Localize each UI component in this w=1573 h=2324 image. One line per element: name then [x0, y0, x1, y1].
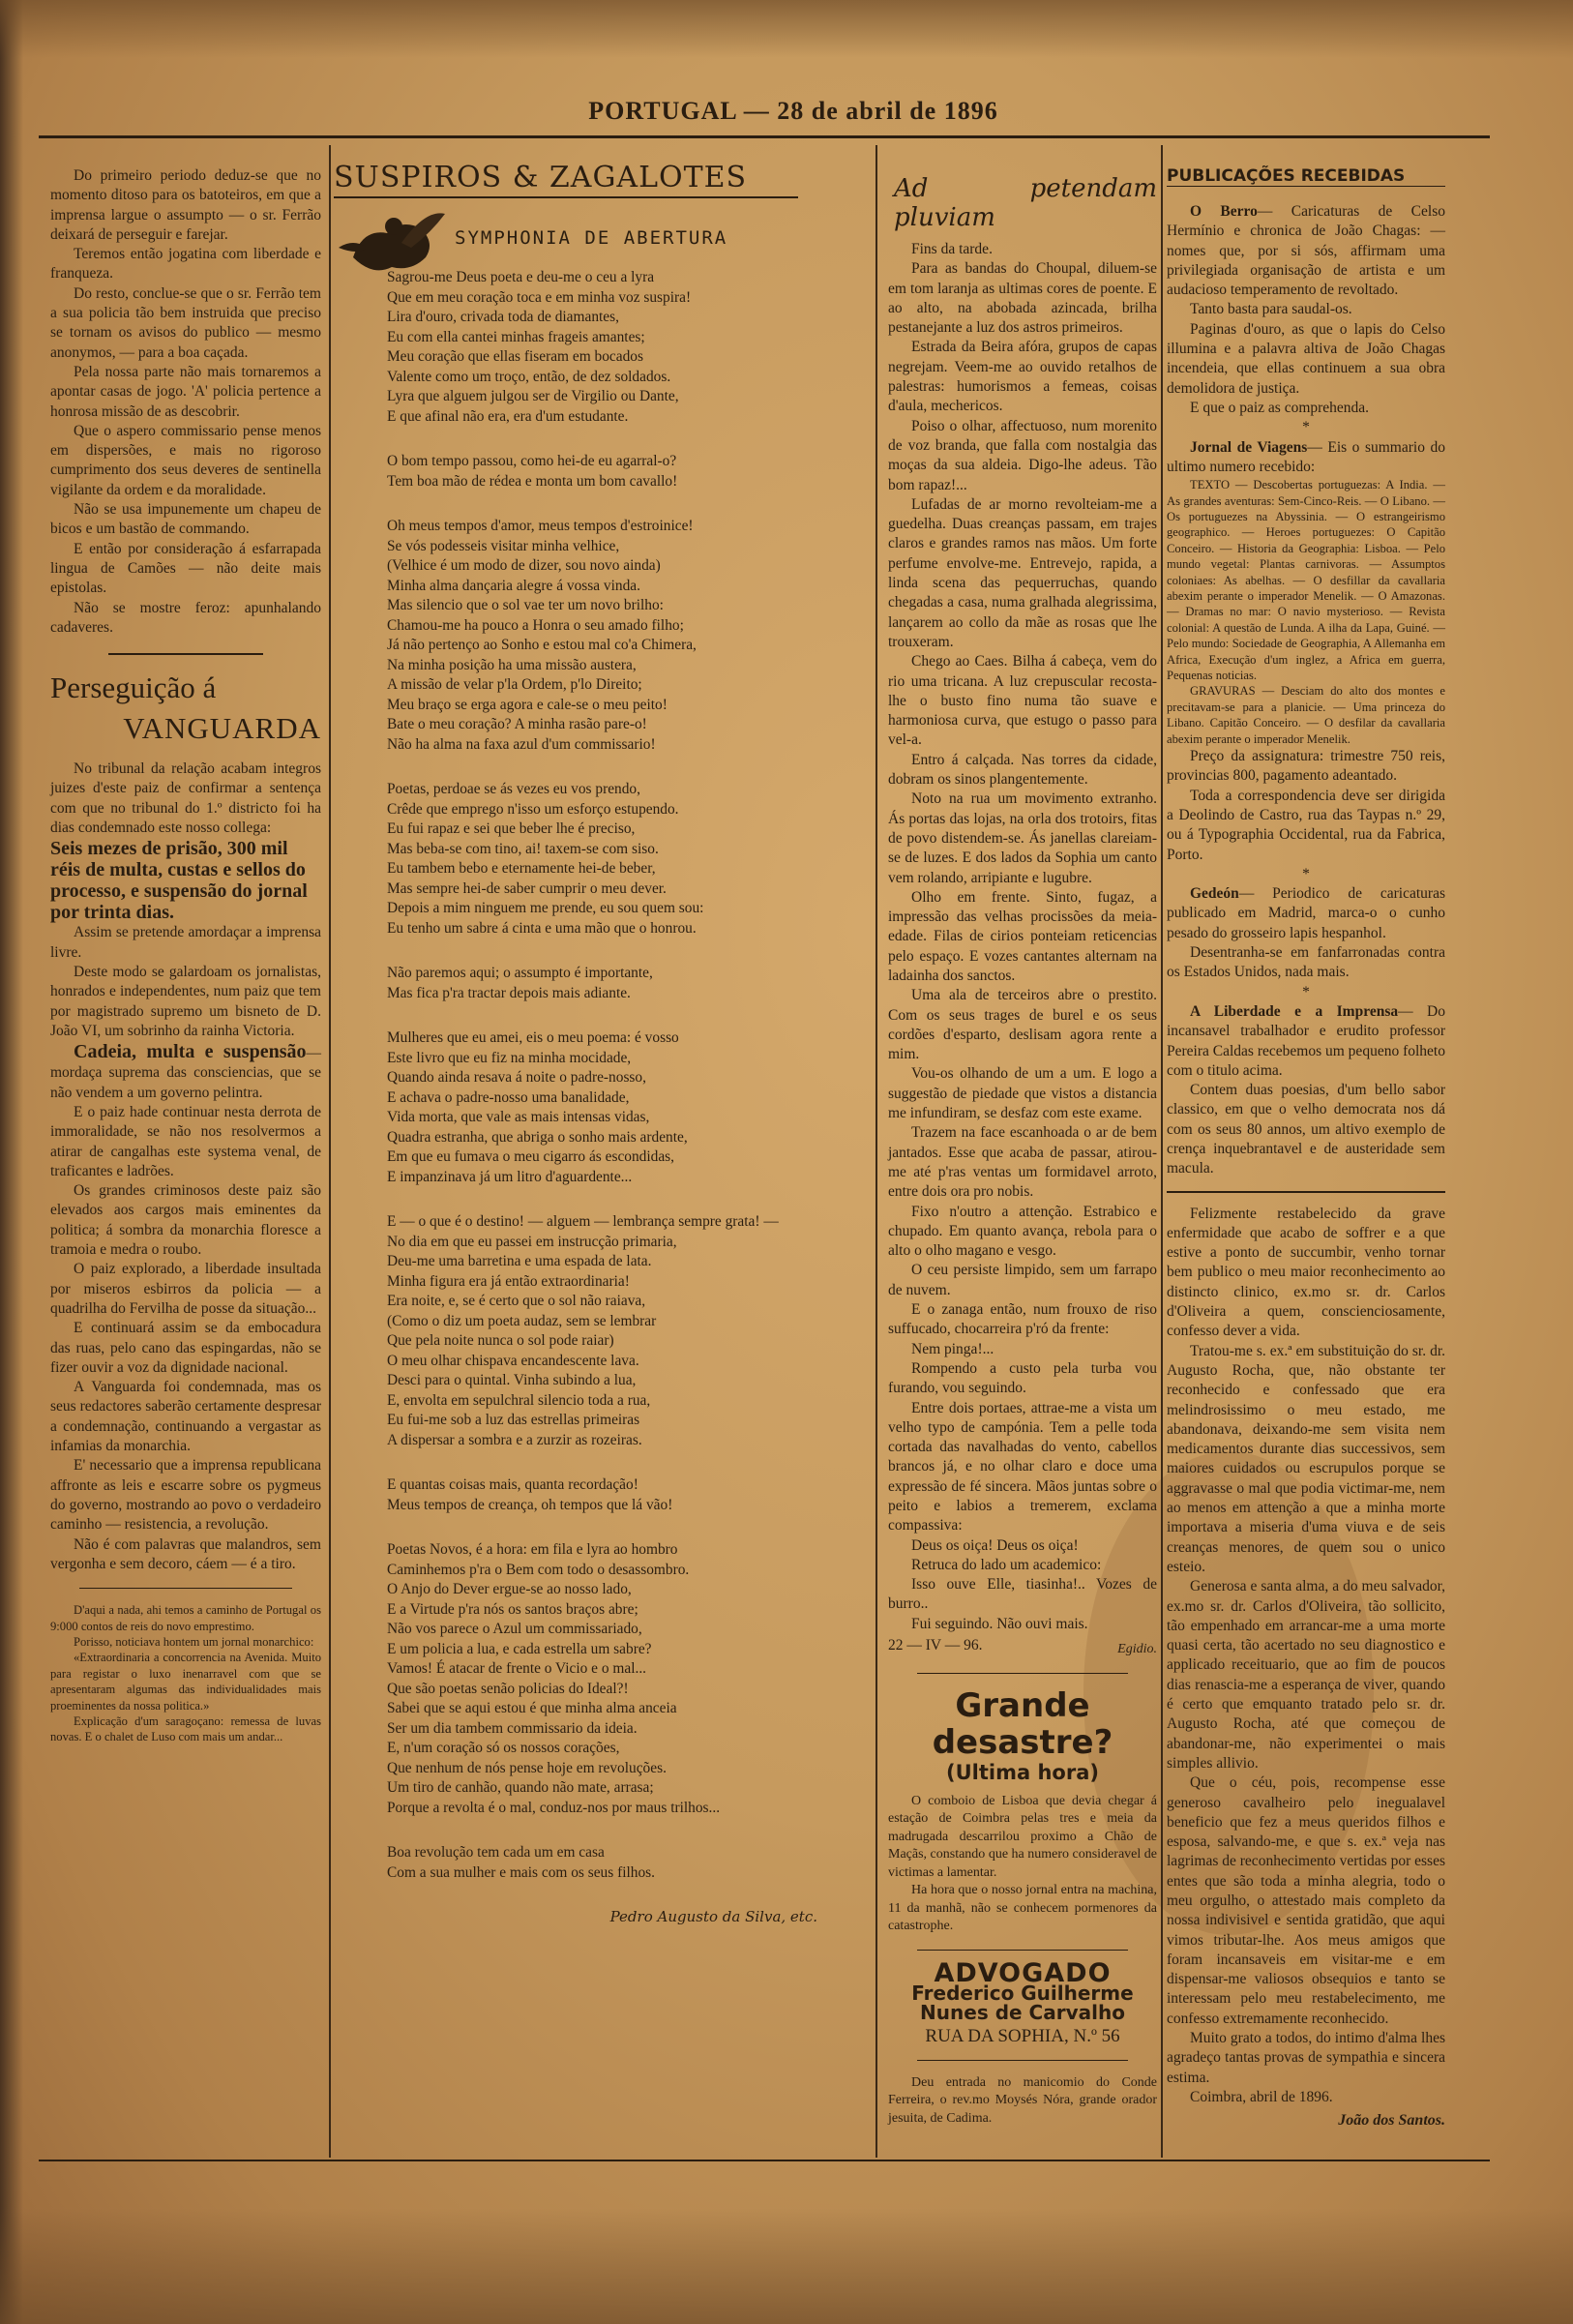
section-divider [917, 1950, 1128, 1951]
poem-line: Quando ainda resava á noite o padre-nosso, [387, 1069, 646, 1086]
article-paragraph: Os grandes criminosos deste paiz são elevados aos cargos mais eminentes da politica; á sombra da monarchia floresce a tramoia e medra o roubo. [50, 1182, 321, 1259]
poem-line: Que pela noite nunca o sol pode raiar) [387, 1332, 614, 1349]
cherub-ornament-icon [334, 199, 450, 286]
column-center-right [888, 174, 1157, 2128]
headline-perseguicao: Perseguição á [50, 670, 217, 705]
poem-stanza [387, 1212, 817, 1450]
poem-line: O Anjo do Dever ergue-se ao nosso lado, [387, 1581, 632, 1597]
poem-line: Crêde que emprego n'isso um esforço estupendo. [387, 800, 679, 818]
poem-line: Vida morta, que vale as mais intensas vidas, [387, 1109, 650, 1125]
poem-line: Minha alma dançaria alegre á vossa vinda. [387, 577, 640, 594]
poem-line: Não ha alma na faxa azul d'um commissario! [387, 735, 656, 753]
sentence-highlight: Seis mezes de prisão, 300 mil réis de multa, custas e sellos do processo, e suspensão do jornal por trinta dias. [50, 838, 308, 924]
article-paragraph: Felizmente restabelecido da grave enfermidade que acabo de soffrer e a que estive a ponto de succumbir, venho tornar bem publico o meu maior reconhecimento ao distincto clinico, ex.mo sr. dr. Carlos d'Oliveira a quem, conscienciosamente, confesso dever a vida. [1167, 1205, 1445, 1340]
article-paragraph: E continuará assim se da embocadura das ruas, pelo cano das espingardas, não se fizer ouvir a voz da dignidade nacional. [50, 1320, 321, 1376]
article-paragraph: Teremos então jogatina com liberdade e franqueza. [50, 246, 321, 283]
article-paragraph: «Extraordinaria a concorrencia na Avenida. Muito para registar o luxo inenarravel com que se apresentaram algumas das individualidades mais proeminentes da nossa politica.» [50, 1651, 321, 1713]
article-paragraph: Rompendo a custo pela turba vou furando, vou seguindo. [888, 1359, 1157, 1397]
poem-line: Que são poetas senão policias do Ideal?! [387, 1680, 629, 1697]
poem-line: (Velhice é um modo de dizer, sou novo ainda) [387, 557, 661, 574]
asterisk-divider: * [1302, 983, 1310, 1000]
article-paragraph: E o zanaga então, num frouxo de riso suffucado, chocarreira p'ró da frente: [888, 1301, 1157, 1338]
article-paragraph: Fui seguindo. Não ouvi mais. [911, 1615, 1088, 1632]
poem-line: Mas silencio que o sol vae ter um novo brilho: [387, 597, 664, 613]
poem-stanza [387, 780, 817, 939]
poem-line: E impanzinava já um litro d'aguardente... [387, 1168, 633, 1185]
poem-stanza [387, 517, 817, 755]
poem-line: Eu fui rapaz e sei que beber lhe é preciso, [387, 820, 636, 837]
poem-line: Desci para o quintal. Vinha subindo a lua, [387, 1372, 637, 1388]
headline-vanguarda: VANGUARDA [123, 711, 321, 746]
section-divider [108, 653, 263, 655]
article-paragraph: Preço da assignatura: trimestre 750 reis, provincias 800, pagamento adeantado. [1167, 748, 1445, 785]
poem-line: Eu com ella cantei minhas frageis amantes; [387, 328, 645, 345]
article-title-pluviam: Ad petendam pluviam [894, 174, 1157, 232]
section-title-publicacoes: PUBLICAÇÕES RECEBIDAS [1167, 166, 1445, 187]
publication-name: Jornal de Viagens [1190, 438, 1308, 456]
poem-line: Depois a mim ninguem me prende, eu sou quem sou: [387, 900, 704, 916]
article-paragraph: Poiso o olhar, affectuoso, num morenito de voz branda, que falla com nostalgia das moças da sua aldeia. Digo-lhe adeus. Tão bom rapaz!... [888, 417, 1157, 493]
article-paragraph: Noto na rua um movimento extranho. Ás portas das lojas, na orla dos trotoirs, fitas de povo distendem-se. Ás janellas clareiam-se de luzes. E dos lados da Sophia um canto vem rolando, arripiante e lugubre. [888, 790, 1157, 886]
article-paragraph: Não se mostre feroz: apunhalando cadaveres. [50, 599, 321, 636]
publication-name: A Liberdade e a Imprensa [1190, 1002, 1399, 1020]
poem-line: Não vos parece o Azul um commissariado, [387, 1621, 642, 1637]
poem-stanza [387, 1843, 817, 1883]
article-paragraph: Do resto, conclue-se que o sr. Ferrão tem a sua policia tão bem instruida que preciso se tornam os avisos do publico — mesmo anonymos, — para a boa caçada. [50, 284, 321, 361]
poem-stanza [387, 964, 817, 1003]
publication-name: Gedeón [1190, 885, 1239, 903]
highlight-cadeia: Cadeia, multa e suspensão [74, 1041, 307, 1063]
article-paragraph: E então por consideração á esfarrapada lingua de Camões — não deite mais epistolas. [50, 540, 321, 597]
article-paragraph: Que o aspero commissario pense menos em dispersões, e mais no rigoroso cumprimento dos seus deveres de sentinella vigilante da ordem e da moralidade. [50, 422, 321, 498]
poem-line: E, n'um coração só os nossos corações, [387, 1740, 620, 1756]
poem-line: Oh meus tempos d'amor, meus tempos d'estroinice! [387, 518, 694, 534]
article-paragraph: Para as bandas do Choupal, diluem-se em tom laranja as ultimas cores de poente. E ao alto, na abobada azincada, brilha pestanejante a luz dos astros primeiros. [888, 260, 1157, 337]
article-paragraph: Que o céu, pois, recompense esse generoso cavalheiro pelo inegualavel beneficio que fez a meus queridos filhos e esposa, salvando-me, e que s. ex.ª veja nas lagrimas de reconhecimento vertidas por esses entes que são toda a minha alegria, todo o meu orgulho, o attestado mais completo da nossa indivisivel e sentida gratidão, que aqui vimos tributar-lhe. Aos meus amigos que foram incansaveis em visitar-me e em dispensar-me valiosos obsequios e tanto se interessam pelo meu restabelecimento, me confesso extremamente reconhecido. [1167, 1774, 1445, 2027]
poem-line: E achava o padre-nosso uma banalidade, [387, 1088, 630, 1106]
article-paragraph: Isso ouve Elle, tiasinha!.. Vozes de burro.. [888, 1576, 1157, 1613]
article-signature: Egidio. [1117, 1642, 1157, 1657]
article-paragraph: Desentranha-se em fanfarronadas contra os Estados Unidos, nada mais. [1167, 944, 1445, 981]
poem-line: O bom tempo passou, como hei-de eu agarral-o? [387, 453, 677, 469]
article-paragraph: Entre dois portaes, attrae-me a vista um velho typo de campónia. Tem a pelle toda cortada das navalhadas do vento, cabellos brancos já, e no olhar claro e doce uma expressão de fé sincera. Mãos juntas sobre o peito e labios a tremerem, exclama compassiva: [888, 1399, 1157, 1534]
poem-line: Poetas, perdoae se ás vezes eu vos prendo, [387, 781, 640, 797]
section-divider [917, 2060, 1128, 2061]
article-paragraph: Fixo n'outro a attenção. Estrabico e chupado. Em quanto avança, rebola para o alto o olho magano e vesgo. [888, 1203, 1157, 1260]
poem-signature: Pedro Augusto da Silva, etc. [609, 1908, 817, 1925]
article-paragraph: Olho em frente. Sinto, fugaz, a impressão das velhas procissões da meia-edade. Filas de cirios ponteiam reticencias pelo espaço. E vozes cantantes alternam na ladainha dos sanctos. [888, 888, 1157, 984]
article-paragraph [1167, 202, 1445, 300]
poem-line: Com a sua mulher e mais com os seus filhos. [387, 1863, 655, 1881]
section-divider [917, 1673, 1128, 1674]
article-paragraph: E' necessario que a imprensa republicana affronte as leis e escarre sobre os pygmeus do governo, mostrando ao povo o verdadeiro caminho — resistencia, a revolução. [50, 1457, 321, 1534]
headline-desastre: Grande desastre? [932, 1686, 1113, 1763]
page-bottom-rule [39, 2160, 1490, 2161]
paragraph-rest: — Eis o summario do ultimo numero recebido: [1167, 438, 1445, 475]
poem-stanza [387, 452, 817, 492]
article-paragraph: O ceu persiste limpido, sem um farrapo de nuvem. [888, 1262, 1157, 1298]
poem-line: (Como o diz um poeta audaz, sem se lembrar [387, 1312, 657, 1329]
poem-line: Meus tempos de creança, oh tempos que lá vão! [387, 1496, 673, 1513]
article-paragraph: Generosa e santa alma, a do meu salvador, ex.mo sr. dr. Carlos d'Oliveira, tão sollicito, tão empenhado em arrancar-me a uma morte quasi certa, tão acertado no seu diagnostico e applicado receituario, que ao fim de poucos dias renascia-me a esperança de viver, quando é certo que emquanto tratado pelo sr. dr. Augusto Rocha, até que começou de abandonar-me, não experimentei o mais simples allivio. [1167, 1578, 1445, 1772]
paragraph-rest: — Caricaturas de Celso Hermínio e chronica de João Chagas: — nomes que, por si sós, affirmam uma privilegiada organisação de artista e um audacioso temperamento de revoltado. [1167, 203, 1445, 299]
article-paragraph: Muito grato a todos, do intimo d'alma lhes agradeço tantas provas de sympathia e sincera estima. [1167, 2030, 1445, 2086]
poem-line: Deu-me uma barretina e uma espada de lata. [387, 1253, 652, 1269]
poem-line: Este livro que eu fiz na minha mocidade, [387, 1049, 632, 1066]
poem-line: Lira d'ouro, crivada toda de diamantes, [387, 309, 619, 325]
article-paragraph: Chego ao Caes. Bilha á cabeça, vem do rio uma tricana. A luz crepuscular recosta-lhe o busto fino numa tão suave e harmoniosa curva, que estugo o passo para vel-a. [888, 653, 1157, 749]
article-paragraph: Estrada da Beira afóra, grupos de capas negrejam. Veem-me ao ouvido retalhos de palestras: humorismos a femeas, coisas d'aula, mechericos. [888, 339, 1157, 415]
article-paragraph: E que o paiz as comprehenda. [1190, 399, 1370, 416]
poem-line: Quadra estranha, que abriga o sonho mais ardente, [387, 1128, 688, 1146]
article-date: 22 — IV — 96. [888, 1637, 983, 1654]
article-paragraph: Do primeiro periodo deduz-se que no momento ditoso para os batoteiros, em que a imprensa largue o assumpto — o sr. Ferrão deixará de perseguir e farejar. [50, 167, 321, 243]
article-paragraph: Deus os oiça! Deus os oiça! [911, 1536, 1079, 1554]
article-paragraph: Explicação d'um saragoçano: remessa de luvas novas. E o chalet de Luso com mais um andar... [50, 1713, 321, 1744]
asterisk-divider: * [1302, 865, 1310, 882]
thanks-notice [1167, 1205, 1445, 2108]
poem-line: A missão de velar p'la Ordem, p'lo Direito; [387, 676, 642, 693]
poem-line: E a Virtude p'ra nós os santos braços abre; [387, 1600, 638, 1618]
article-paragraph: Deu entrada no manicomio do Conde Ferreira, o rev.mo Moysés Nóra, grande orador jesuita, de Cadima. [888, 2074, 1157, 2126]
masthead: PORTUGAL — 28 de abril de 1896 [588, 97, 998, 125]
poem-line: Meu coração que ellas fiseram em bocados [387, 348, 643, 365]
poem-line: Vamos! É atacar de frente o Vicio e o mal... [387, 1660, 647, 1677]
poem-line: Ser um dia tambem commissario da ideia. [387, 1719, 638, 1737]
poem-line: A dispersar a sombra e a zurzir as rozeiras. [387, 1431, 642, 1448]
article-paragraph: A Vanguarda foi condemnada, mas os seus redactores saberão certamente despresar a condemnação, continuando a vergastar as infamias da monarchia. [50, 1379, 321, 1455]
poem-line: Bate o meu coração? A minha rasão pare-o! [387, 716, 647, 732]
headline-subtitle: (Ultima hora) [946, 1761, 1099, 1785]
poem-line: Chamou-me ha pouco a Honra o seu amado filho; [387, 616, 684, 634]
column-left [50, 166, 321, 1745]
article-paragraph [1167, 884, 1445, 943]
poem-section-title: SUSPIROS & ZAGALOTES [334, 161, 798, 198]
poem-line: Eu fui-me sob a luz das estrellas primeiras [387, 1412, 640, 1428]
poem-line: O meu olhar chispava encandescente lava. [387, 1352, 639, 1369]
article-paragraph: Fins da tarde. [911, 241, 993, 257]
article-paragraph: Não é com palavras que malandros, sem vergonha e sem decoro, cáem — é a tiro. [50, 1535, 321, 1572]
article-footer [888, 1636, 1157, 1659]
article-paragraph: Contem duas poesias, d'um bello sabor classico, em que o velho democrata nos dá com os seus 80 annos, um altivo exemplo de crença inquebrantavel e de austeridade sem macula. [1167, 1082, 1445, 1177]
poem-line: Mulheres que eu amei, eis o meu poema: é vosso [387, 1029, 679, 1046]
article-paragraph: Nem pinga!... [911, 1340, 994, 1357]
poem-line: Eu tenho um sabre á cinta e uma mão que o honrou. [387, 919, 697, 937]
poem-line: E um policia a lua, e cada estrella um sabre? [387, 1640, 652, 1657]
ad-name: Frederico Guilherme Nunes de Carvalho [911, 1981, 1134, 2025]
article-paragraph: GRAVURAS — Desciam do alto dos montes e precitavam-se para a planicie. — Uma princeza do Libano. Capitão Conceiro. — O desfilar da cavallaria abexim perante o imperador Menelik. [1167, 684, 1445, 746]
poem-line: E, envolta em sepulchral silencio toda a rua, [387, 1391, 651, 1409]
article-paragraph [50, 1041, 321, 1103]
article-paragraph: Entro á calçada. Nas torres da cidade, dobram os sinos plangentemente. [888, 751, 1157, 789]
article-paragraph: TEXTO — Descobertas portuguezas: A India. — As grandes aventuras: Sem-Cinco-Reis. — O Libano. — Os portuguezes na Abyssinia. — O estrangeirismo geographico. — Heroes portuguezes: O Capitão Conceiro. — Historia da Geographia: Lisboa. — Pelo mundo vegetal: Plantas carnivoras. — Assumptos coloniaes: As abelhas. — O desfillar da cavallaria abexim perante o imperador Menelik. — O Amazonas. — Dramas no mar: O navio mysterioso. — Revista colonial: A questão de Lunda. A ilha da Lapa, Guiné. — Pelo mundo: Sociedade de Geographia, A Allemanha em Africa, Execução d'um inglez, a Africa em guerra, Pequenas noticias. [1167, 478, 1445, 683]
article-paragraph: Ha hora que o nosso jornal entra na machina, 11 da manhã, não se conhecem pormenores da catastrophe. [888, 1883, 1157, 1934]
page-edge-shadow [0, 0, 23, 2324]
notice-signature: João dos Santos. [1338, 2112, 1445, 2130]
article-paragraph: Assim se pretende amordaçar a imprensa livre. [50, 924, 321, 961]
poem-line: Eu tambem bebo e eternamente hei-de beber, [387, 860, 656, 877]
poem-line: Em que eu fumava o meu cigarro ás escondidas, [387, 1148, 675, 1165]
poem-line: Que nenhum de nós pense hoje em revoluções. [387, 1759, 667, 1776]
poem-stanza [387, 1028, 817, 1187]
article-paragraph: O paiz explorado, a liberdade insultada por miseros esbirros da policia — a quadrilha do Fervilha de posse da situação... [50, 1261, 321, 1317]
poem-line: Era noite, e, se é certo que o sol não raiava, [387, 1293, 646, 1309]
poem-stanza [387, 1475, 817, 1515]
masthead-rule [39, 135, 1490, 138]
poem-line: Que em meu coração toca e em minha voz suspira! [387, 288, 692, 306]
poem-line: Se vós podesseis visitar minha velhice, [387, 537, 620, 554]
article-paragraph: Trazem na face escanhoada o ar de bem jantados. Esse que acaba de passar, atirou-me até p'ras ventas um formidavel arroto, entre dois ora pro nobis. [888, 1124, 1157, 1201]
poem-line: Já não pertenço ao Sonho e estou mal co'a Chimera, [387, 637, 697, 653]
publication-name: O Berro [1190, 203, 1258, 220]
ad-title: ADVOGADO [934, 1957, 1112, 1988]
page-bottom-stain [0, 2208, 1573, 2324]
poem-line: Poetas Novos, é a hora: em fila e lyra ao hombro [387, 1541, 678, 1558]
article-paragraph: Coimbra, abril de 1896. [1190, 2088, 1333, 2105]
article-paragraph: D'aqui a nada, ahi temos a caminho de Portugal os 9:000 contos de reis do novo emprestimo. [50, 1603, 321, 1633]
article-paragraph: Tanto basta para saudal-os. [1190, 301, 1352, 318]
article-paragraph: Toda a correspondencia deve ser dirigida a Deolindo de Castro, rua das Taypas n.º 29, ou á Typographia Occidental, rua da Fabrica, Porto. [1167, 787, 1445, 863]
article-paragraph: Lufadas de ar morno revolteiam-me a guedelha. Duas creanças passam, em trajes claros e grandes ramos nas mãos. Um forte perfume envolve-me. Entrevejo, rapida, a linda scena das pequerruchas, quando chegadas a casa, numa gralhada alegrissima, lançarem ao collo da mãe as rosas que lhe trouxeram. [888, 495, 1157, 650]
poem-line: Na minha posição ha uma missão austera, [387, 656, 637, 673]
poem-line: Sagrou-me Deus poeta e deu-me o ceu a lyra [387, 269, 655, 285]
page-top-stain [0, 0, 1573, 58]
poem-line: Caminhemos p'ra o Bem com todo o desassombro. [387, 1561, 690, 1578]
article-paragraph: No tribunal da relação acabam integros juizes d'este paiz de confirmar a sentença com que no tribunal do 1.º districto foi ha dias condemnado este nosso collega: [50, 760, 321, 837]
article-paragraph: Paginas d'ouro, as que o lapis do Celso illumina e a palavra altiva de João Chagas incendeia, que ellas continuem a sua obra demolidora de justiça. [1167, 320, 1445, 397]
poem-line: Tem boa mão de rédea e monta um bom cavallo! [387, 472, 678, 490]
column-right [1167, 166, 1445, 2131]
poem-line: Um tiro de canhão, quando não mate, arrasa; [387, 1779, 654, 1796]
poem-line: Não paremos aqui; o assumpto é importante, [387, 965, 653, 981]
article-paragraph [1167, 438, 1445, 478]
poem-body [334, 268, 817, 1883]
poem-column [334, 161, 817, 1925]
column-divider [876, 145, 877, 2158]
asterisk-divider: * [1302, 419, 1310, 436]
section-divider [1167, 1191, 1445, 1193]
poem-line: Sabei que se aqui estou é que minha alma anceia [387, 1700, 677, 1716]
article-paragraph: O comboio de Lisboa que devia chegar á estação de Coimbra pelas tres e meia da madrugada descarrilou proximo a Chão de Maçãs, constando que ha numero consideravel de victimas a lamentar. [888, 1793, 1157, 1880]
poem-line: Mas sempre hei-de saber cumprir o meu dever. [387, 879, 667, 897]
paragraph-rest: — mordaça suprema das consciencias, que se não vendem a um governo pelintra. [50, 1045, 321, 1101]
article-paragraph: Pela nossa parte não mais tornaremos a apontar casas de jogo. 'A' policia pertence a honrosa missão de as descobrir. [50, 363, 321, 420]
column-divider [329, 145, 331, 2158]
paragraph-rest: — Do incansavel trabalhador e erudito professor Pereira Caldas recebemos um pequeno folheto com o titulo acima. [1167, 1002, 1445, 1079]
poem-line: Mas fica p'ra tractar depois mais adiante. [387, 984, 631, 1001]
poem-line: Porque a revolta é o mal, conduz-nos por maus trilhos... [387, 1799, 721, 1816]
article-paragraph: Deste modo se galardoam os jornalistas, honrados e independentes, num paiz que tem por magistrado supremo um bisneto de D. João VI, um sobrinho da rainha Victoria. [50, 963, 321, 1039]
poem-line: Meu braço se erga agora e cale-se o meu peito! [387, 696, 668, 713]
paragraph-rest: — Periodico de caricaturas publicado em Madrid, marca-o o cunho pesado do grosseiro lapis hespanhol. [1167, 885, 1445, 941]
poem-line: Lyra que alguem julgou ser de Virgilio ou Dante, [387, 388, 679, 404]
article-paragraph: Tratou-me s. ex.ª em substituição do sr. dr. Augusto Rocha, que, não obstante ter reconhecido e confessado que era melindrosissimo o meu estado, me abandonava, deixando-me sem visita nem medicamentos durante dias successivos, sem maiores cuidados ou escrupulos porque se aggravasse o mal que podia victimar-me, nem ao menos em attenção a que a minha morte importava a miseria d'uma viuva e de seis creanças menores, de quem sou o unico esteio. [1167, 1342, 1445, 1575]
article-paragraph: Não se usa impunemente um chapeu de bicos e um bastão de commando. [50, 501, 321, 538]
article-body [888, 240, 1157, 1634]
article-paragraph: Retruca do lado um academico: [911, 1556, 1102, 1573]
poem-line: Valente como um troço, então, de dez soldados. [387, 368, 671, 385]
section-divider [79, 1588, 292, 1589]
article-paragraph: Uma ala de terceiros abre o prestito. Com os seus trages de burel e os seus cordões d'esparto, deslisam agora rente a mim. [888, 987, 1157, 1063]
ad-address: RUA DA SOPHIA, N.º 56 [925, 2025, 1120, 2046]
article-paragraph: Vou-os olhando de um a um. E logo a suggestão de piedade que vistos a distancia me infundiram, se desfaz com este exame. [888, 1065, 1157, 1122]
poem-title: SYMPHONIA DE ABERTURA [455, 227, 728, 249]
poem-line: Mas beba-se com tino, ai! taxem-se com siso. [387, 840, 659, 857]
poem-stanza [387, 268, 817, 427]
article-paragraph: E o paiz hade continuar nesta derrota de immoralidade, se não nos resolvermos a atirar de cangalhas este systema venal, de traficantes e ladrões. [50, 1103, 321, 1179]
poem-stanza [387, 1540, 817, 1818]
poem-line: E quantas coisas mais, quanta recordação! [387, 1476, 638, 1493]
article-paragraph: Porisso, noticiava hontem um jornal monarchico: [74, 1634, 314, 1649]
poem-line: No dia em que eu passei em instrucção primaria, [387, 1233, 677, 1250]
poem-line: Boa revolução tem cada um em casa [387, 1844, 605, 1861]
article-paragraph [1167, 1002, 1445, 1081]
poem-line: E que afinal não era, era d'um estudante. [387, 407, 629, 425]
poem-line: Minha figura era já então extraordinaria! [387, 1272, 630, 1290]
advertisement [888, 1957, 1157, 2046]
column-divider [1161, 145, 1163, 2158]
poem-line: E — o que é o destino! — alguem — lembrança sempre grata! — [387, 1213, 779, 1230]
